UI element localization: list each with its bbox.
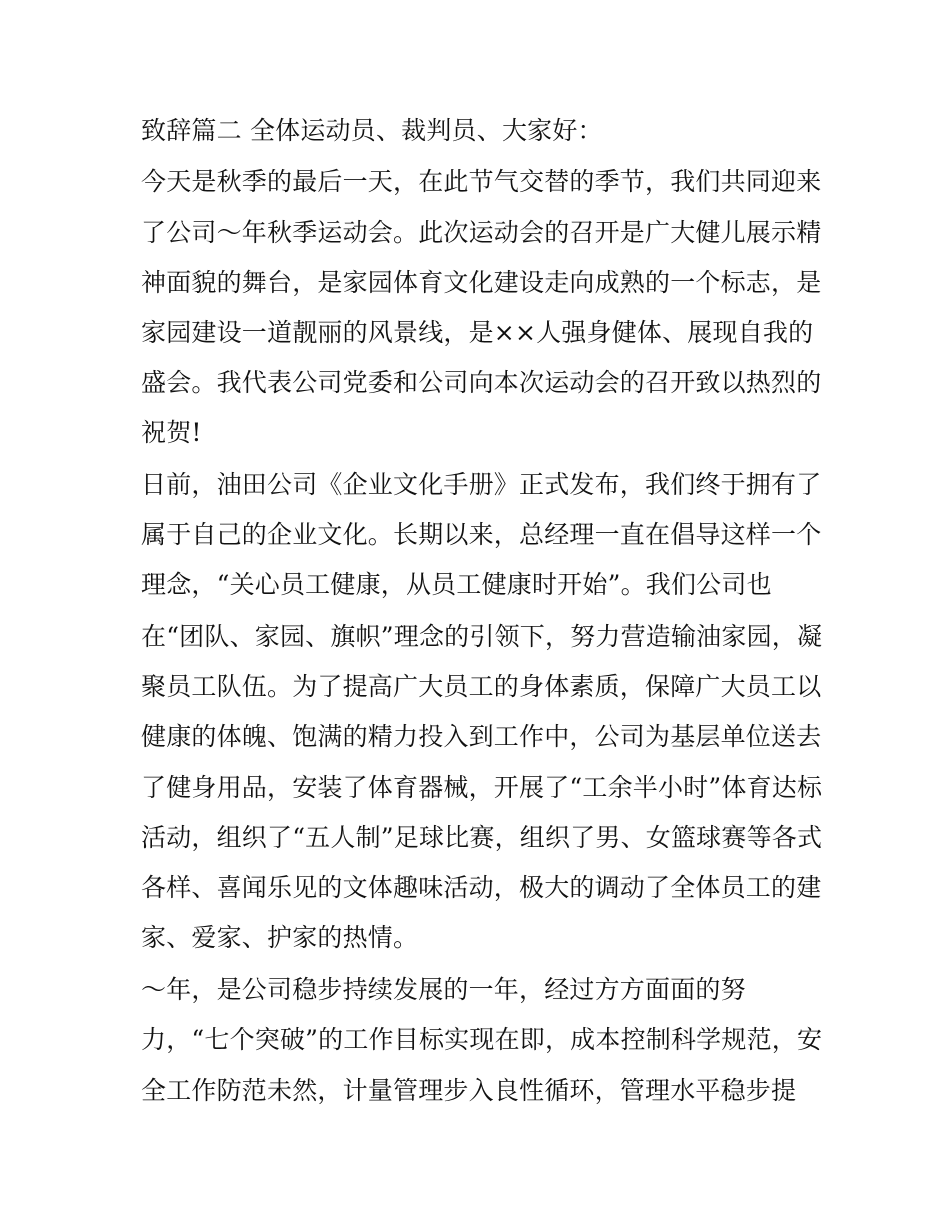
text-line: 神面貌的舞台，是家园体育文化建设走向成熟的一个标志，是 xyxy=(141,268,822,297)
text-line: 了健身用品，安装了体育器械，开展了“工余半小时”体育达标 xyxy=(141,773,823,802)
text-line: 聚员工队伍。为了提高广大员工的身体素质，保障广大员工以 xyxy=(141,672,822,701)
text-line: 日前，油田公司《企业文化手册》正式发布，我们终于拥有了 xyxy=(141,470,822,499)
text-line: 力，“七个突破”的工作目标实现在即，成本控制科学规范，安 xyxy=(141,1025,823,1054)
text-line: ～年，是公司稳步持续发展的一年，经过方方面面的努 xyxy=(141,975,746,1004)
text-line: 了公司～年秋季运动会。此次运动会的召开是广大健儿展示精 xyxy=(141,218,822,247)
text-line: 盛会。我代表公司党委和公司向本次运动会的召开致以热烈的 xyxy=(141,368,822,397)
text-line: 理念，“关心员工健康，从员工健康时开始”。我们公司也 xyxy=(141,570,772,599)
text-line: 全工作防范未然，计量管理步入良性循环，管理水平稳步提 xyxy=(141,1076,797,1105)
text-line: 各样、喜闻乐见的文体趣味活动，极大的调动了全体员工的建 xyxy=(141,873,822,902)
text-line: 活动，组织了“五人制”足球比赛，组织了男、女篮球赛等各式 xyxy=(141,823,823,852)
text-line: 健康的体魄、饱满的精力投入到工作中，公司为基层单位送去 xyxy=(141,722,822,751)
text-line: 今天是秋季的最后一天，在此节气交替的季节，我们共同迎来 xyxy=(141,167,822,196)
text-line: 致辞篇二 全体运动员、裁判员、大家好： xyxy=(141,116,603,145)
text-line: 家、爱家、护家的热情。 xyxy=(141,923,419,952)
text-line: 家园建设一道靓丽的风景线，是××人强身健体、展现自我的 xyxy=(141,318,814,347)
text-line: 在“团队、家园、旗帜”理念的引领下，努力营造输油家园，凝 xyxy=(141,622,823,651)
text-line: 祝贺! xyxy=(141,418,202,447)
text-line: 属于自己的企业文化。长期以来，总经理一直在倡导这样一个 xyxy=(141,520,822,549)
